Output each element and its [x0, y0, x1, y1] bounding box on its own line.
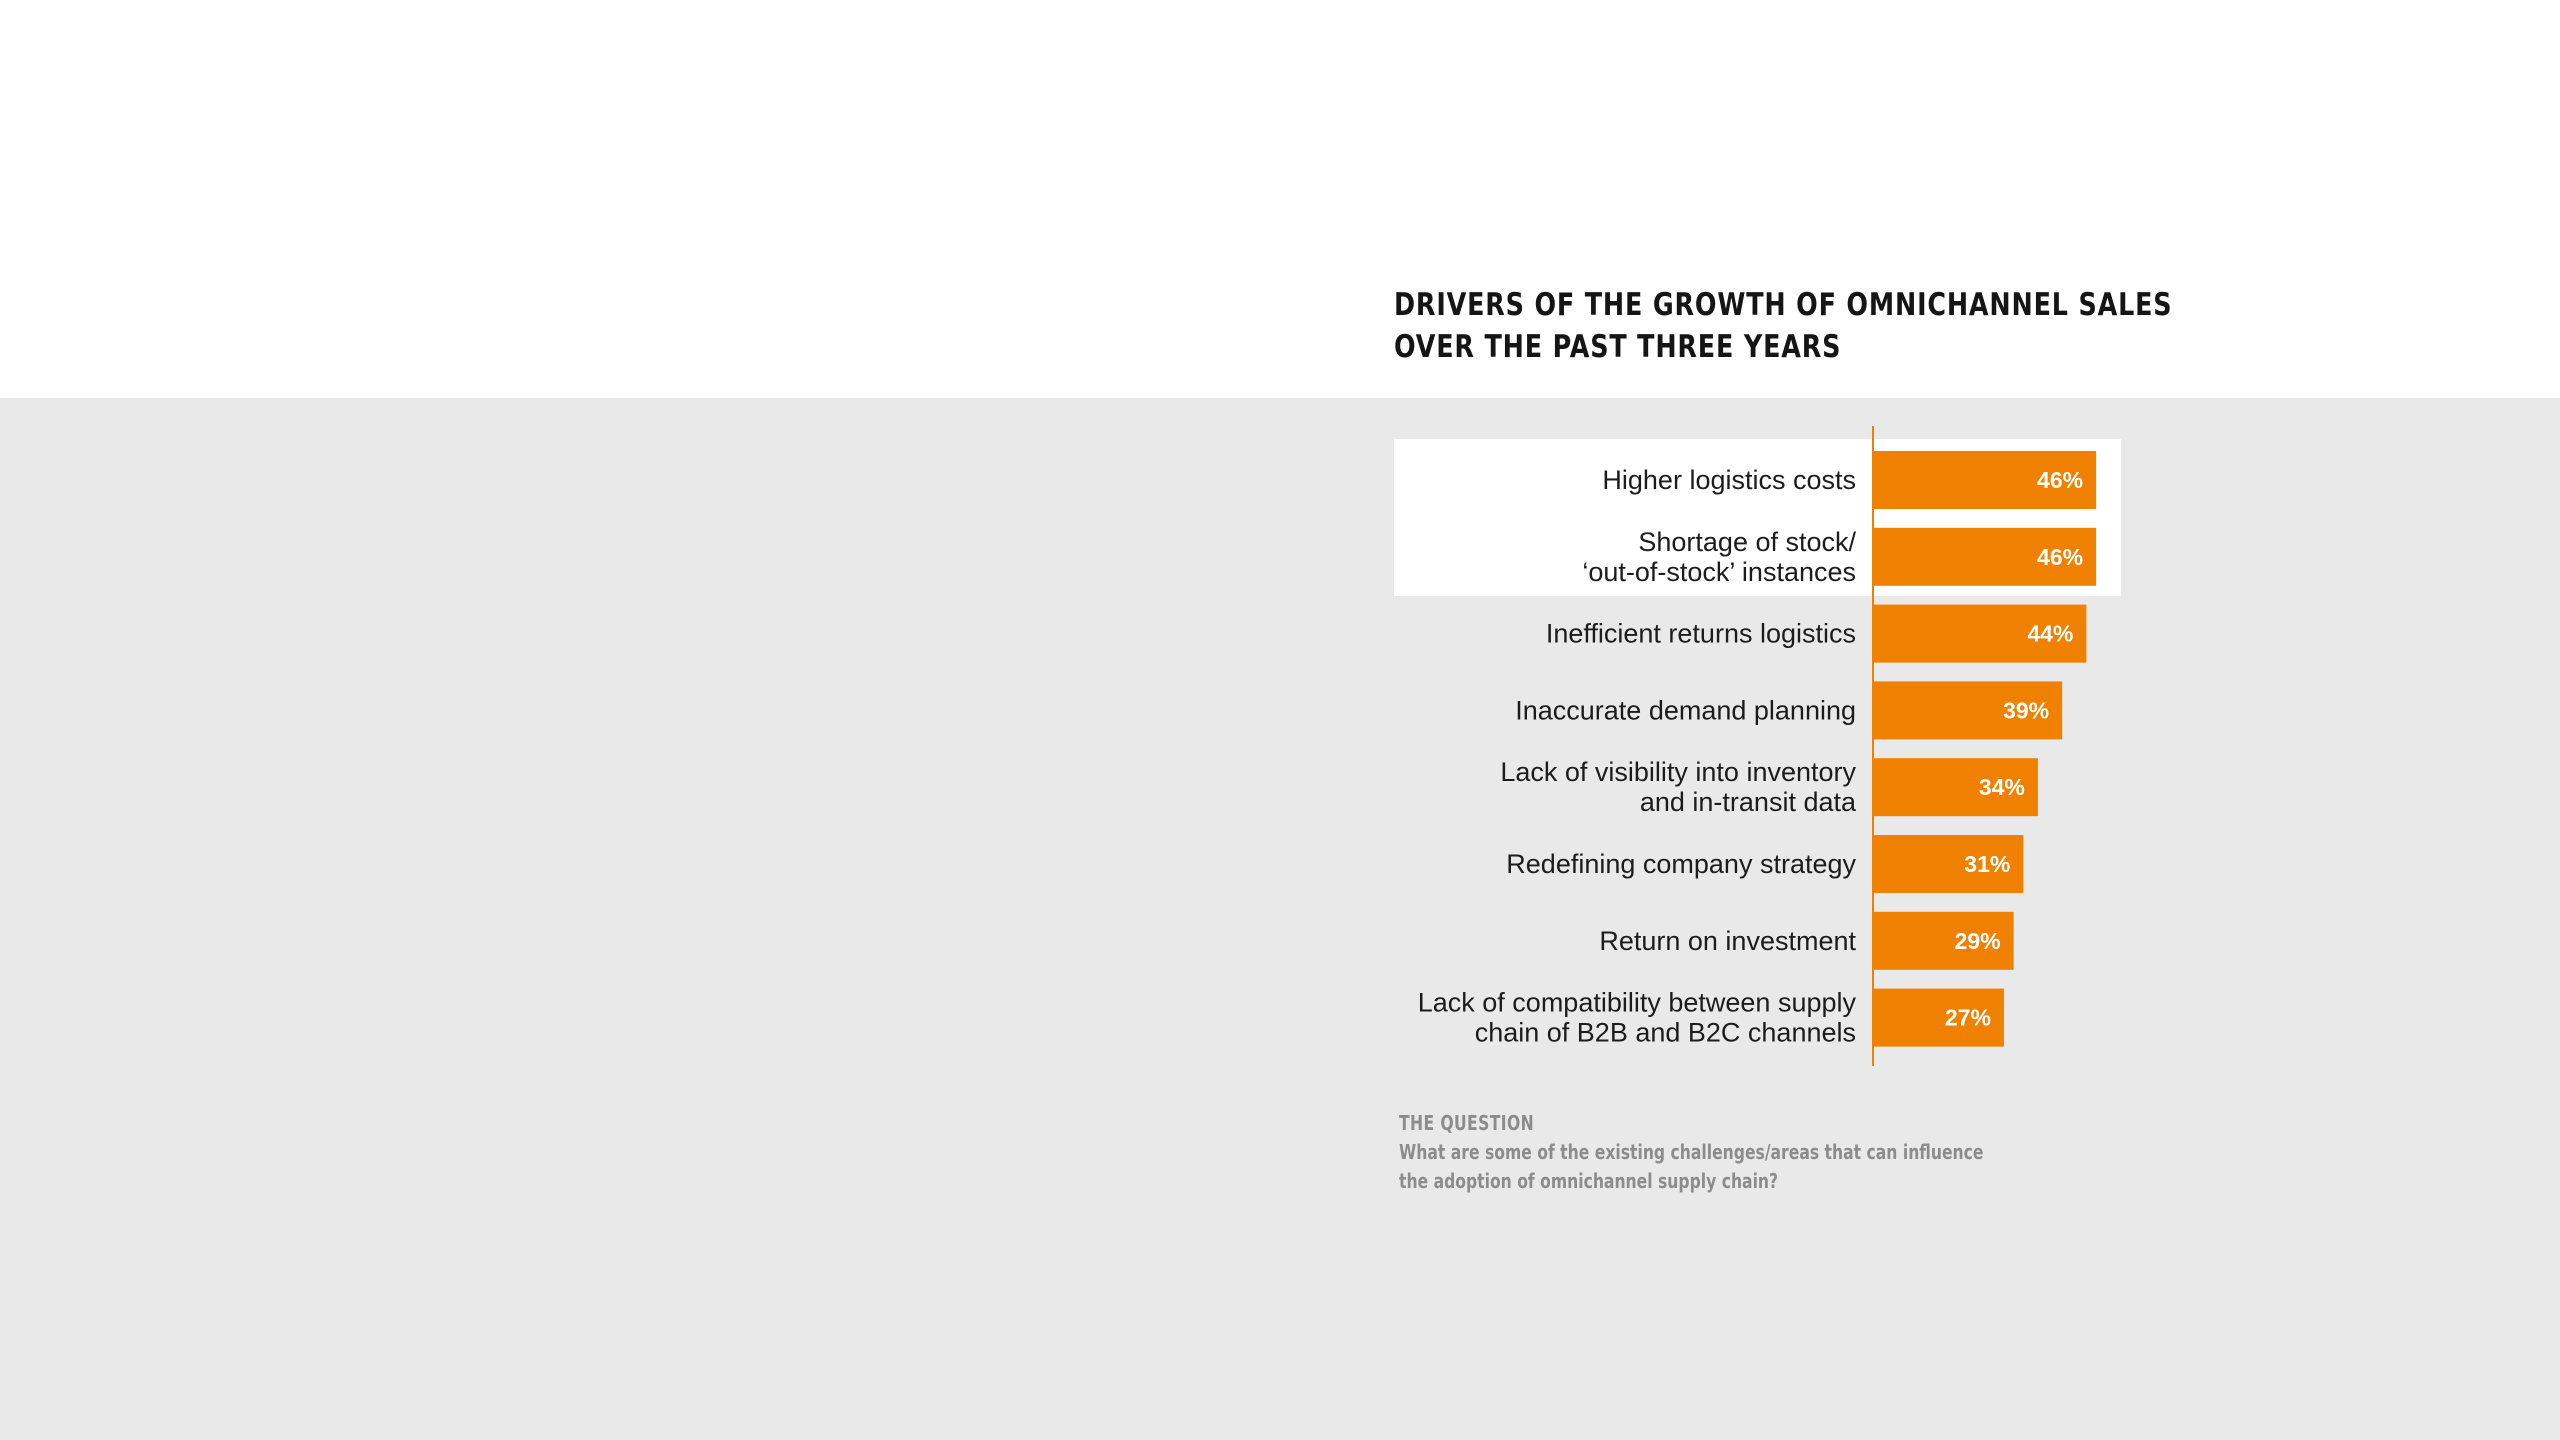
- bar-value-label-0: 46%: [2037, 467, 2084, 493]
- question-text-line-1: What are some of the existing challenges/areas that can influence: [1399, 1140, 1984, 1164]
- category-labels-layer: [1418, 465, 1857, 1048]
- bar-value-label-1: 46%: [2037, 543, 2084, 570]
- category-label-2: Inefficient returns logistics: [1545, 618, 1856, 649]
- category-label-4-line-1: and in-transit data: [1639, 787, 1856, 818]
- category-label-5: Redefining company strategy: [1506, 849, 1856, 879]
- chart-title-line-2: OVER THE PAST THREE YEARS: [1394, 329, 1842, 365]
- category-label-6: Return on investment: [1599, 925, 1856, 956]
- category-label-7-line-1: chain of B2B and B2C channels: [1474, 1017, 1856, 1048]
- bar-value-label-4: 34%: [1978, 774, 2025, 801]
- category-label-7-line-0: Lack of compatibility between supply: [1417, 987, 1856, 1018]
- category-label-3: Inaccurate demand planning: [1515, 695, 1856, 726]
- bars-layer: [1873, 451, 2096, 1047]
- category-label-1-line-0: Shortage of stock/: [1638, 526, 1856, 557]
- bar-value-label-6: 29%: [1954, 927, 2001, 954]
- question-text: [1399, 1138, 1984, 1196]
- bar-value-label-2: 44%: [2027, 620, 2074, 647]
- category-label-1-line-1: ‘out-of-stock’ instances: [1582, 556, 1856, 587]
- chart-title-line-1: DRIVERS OF THE GROWTH OF OMNICHANNEL SALES: [1394, 287, 2173, 323]
- bar-value-label-7: 27%: [1944, 1004, 1991, 1031]
- question-text-line-2: the adoption of omnichannel supply chain?: [1399, 1169, 1779, 1193]
- bar-value-label-3: 39%: [2003, 697, 2050, 724]
- category-label-4-line-0: Lack of visibility into inventory: [1500, 757, 1856, 788]
- category-label-0: Higher logistics costs: [1602, 465, 1856, 495]
- bar-value-label-5: 31%: [1964, 851, 2011, 877]
- question-heading: THE QUESTION: [1399, 1111, 1535, 1135]
- question-block: [1399, 1108, 1984, 1196]
